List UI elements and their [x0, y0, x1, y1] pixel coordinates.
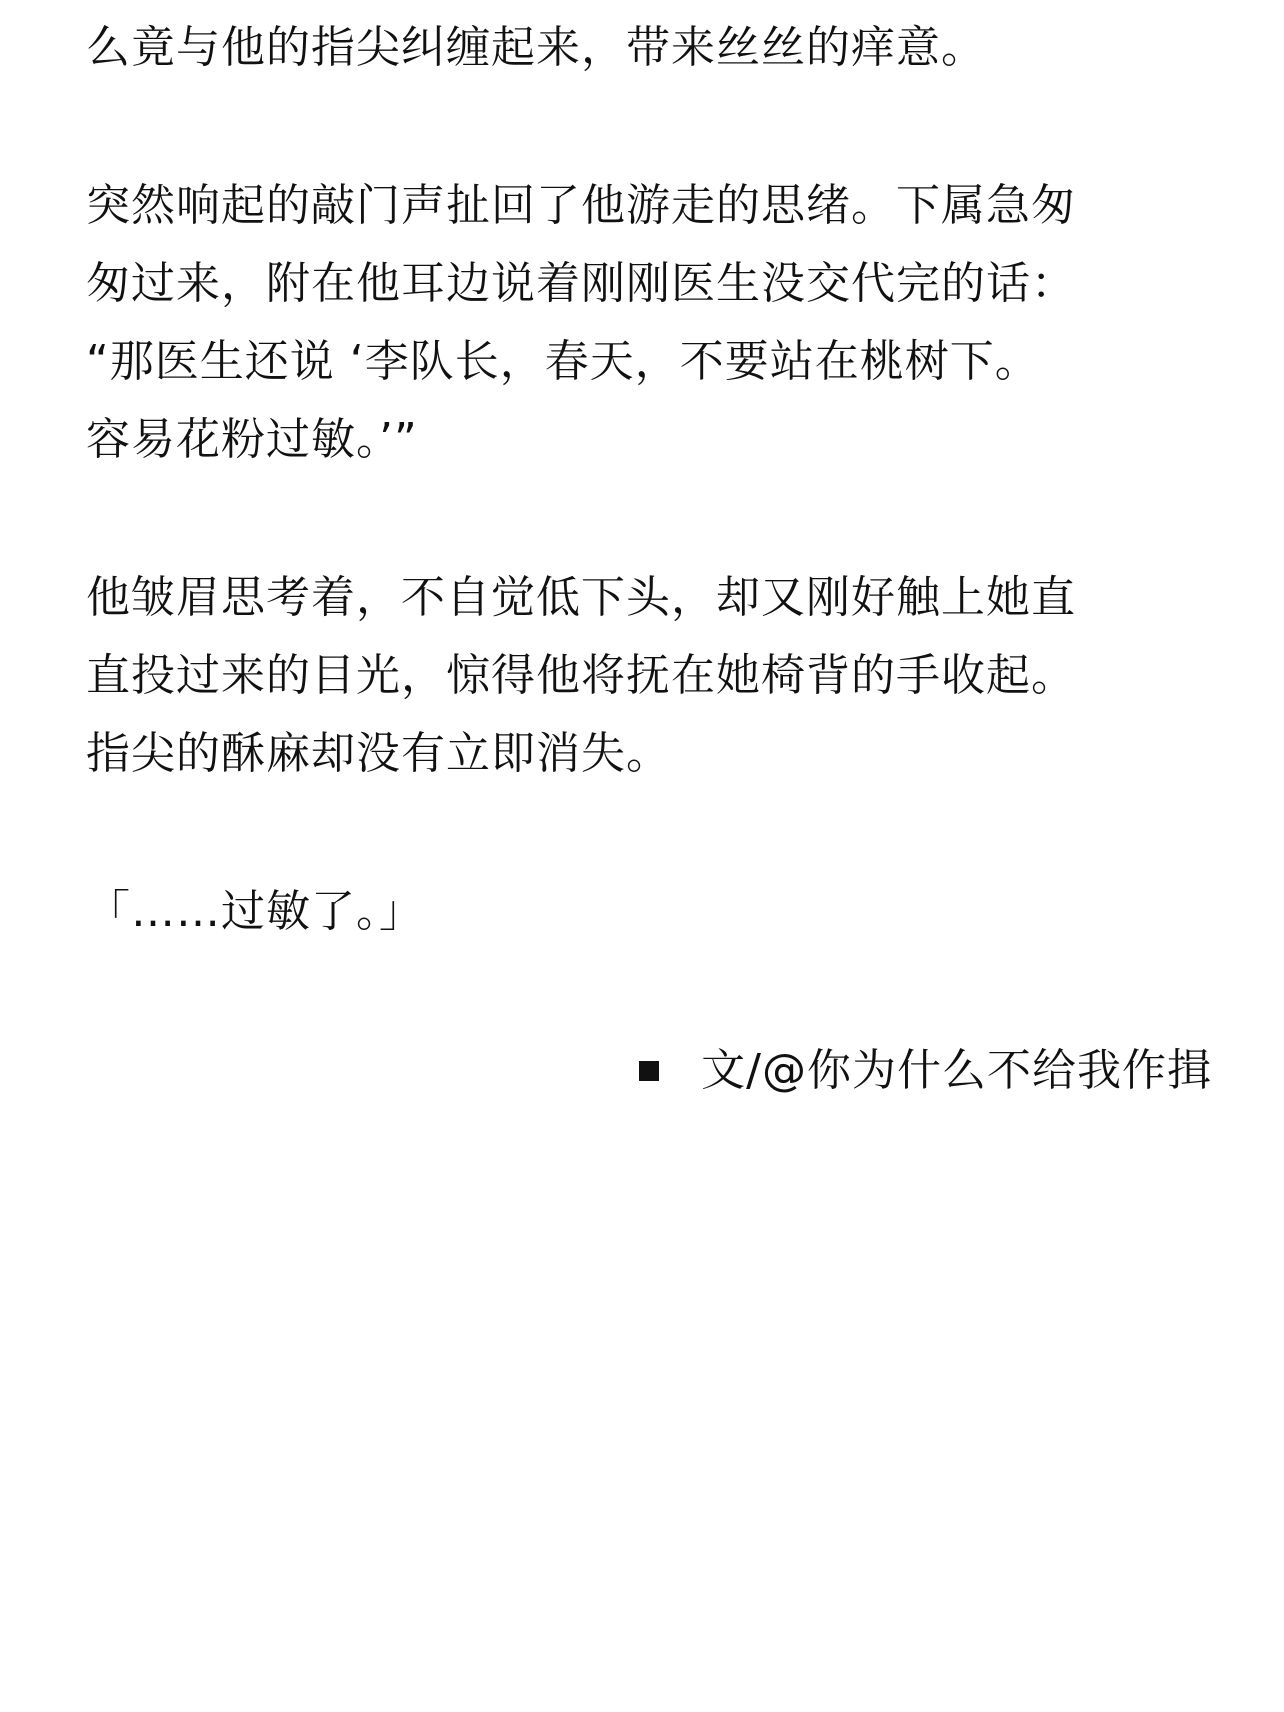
article-body — [86, 0, 1216, 951]
text-line: “那医生还说 ‘李队长，春天，不要站在桃树下。 — [86, 336, 1040, 387]
paragraph-gap — [86, 87, 1216, 167]
paragraph — [86, 873, 1216, 951]
text-line: 么竟与他的指尖纠缠起来，带来丝丝的痒意。 — [86, 22, 986, 73]
text-line: 指尖的酥麻却没有立即消失。 — [86, 728, 671, 779]
text-line: 直投过来的目光，惊得他将抚在她椅背的手收起。 — [86, 650, 1076, 701]
text-line: 「……过敏了。」 — [86, 886, 424, 937]
text-line: 突然响起的敲门声扯回了他游走的思绪。下属急匆 — [86, 180, 1076, 231]
paragraph — [86, 559, 1216, 793]
author-signature — [639, 1032, 1212, 1110]
paragraph-gap — [86, 479, 1216, 559]
paragraph — [86, 167, 1216, 479]
text-line: 容易花粉过敏。’” — [86, 414, 418, 465]
square-bullet-icon — [639, 1061, 659, 1081]
signature-text: 文/@你为什么不给我作揖 — [701, 1045, 1212, 1096]
text-line: 匆过来，附在他耳边说着刚刚医生没交代完的话： — [86, 258, 1076, 309]
text-line: 他皱眉思考着，不自觉低下头，却又刚好触上她直 — [86, 572, 1076, 623]
paragraph-gap — [86, 793, 1216, 873]
paragraph — [86, 9, 1216, 87]
